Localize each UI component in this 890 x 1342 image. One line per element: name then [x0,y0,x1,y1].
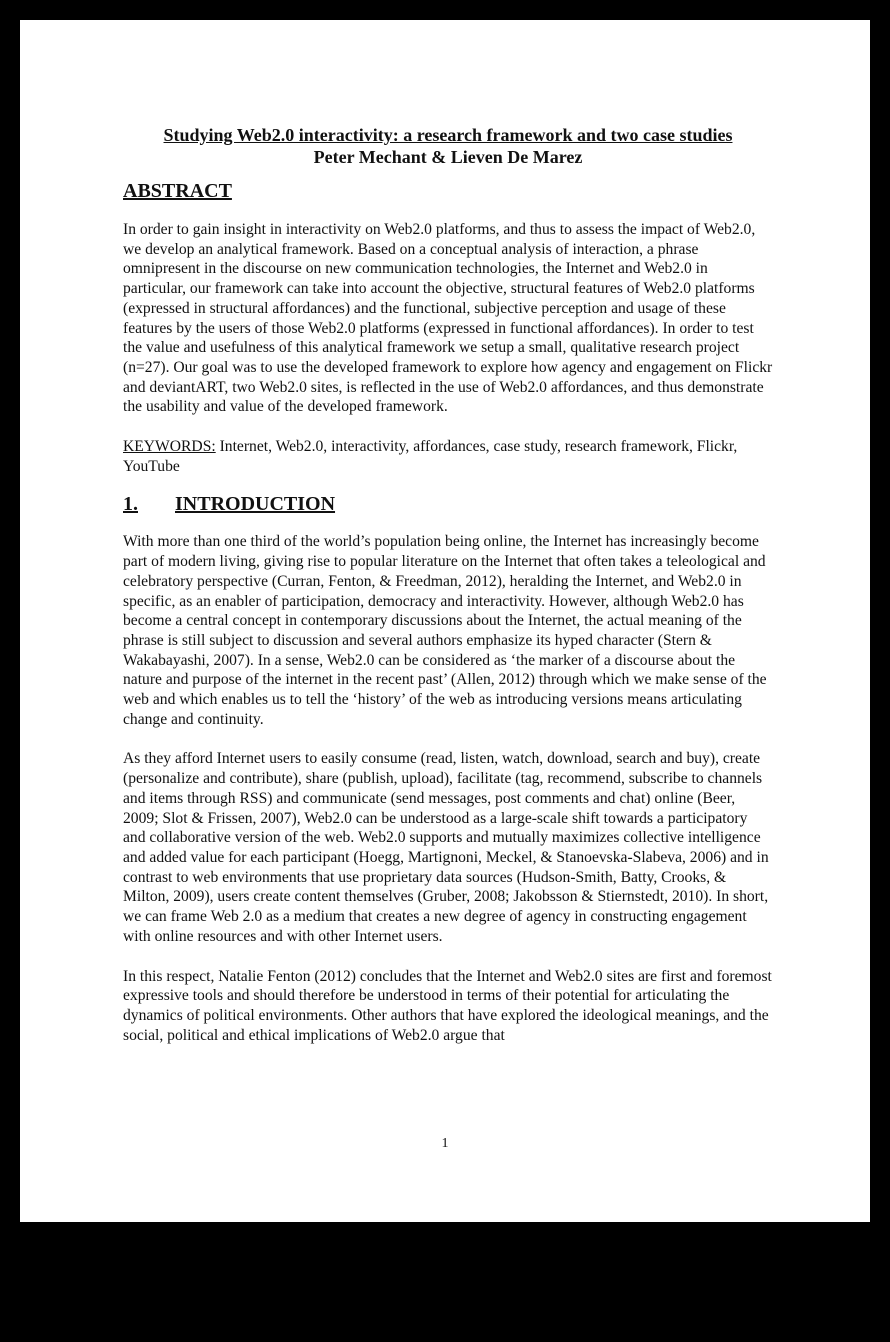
document-page [20,20,870,1222]
intro-paragraph-2: As they afford Internet users to easily consume (read, listen, watch, download, search and buy), create (personalize and contribute), share (publish, upload), facilitate (tag, recommend, subscribe to channels and items through RSS) and communicate (send messages, post comments and chat) online (Beer, 2009; Slot & Frissen, 2007), Web2.0 can be understood as a large-scale shift towards a participatory and collaborative version of the web. Web2.0 supports and mutually maximizes collective intelligence and added value for each participant (Hoegg, Martignoni, Meckel, & Stanoevska-Slabeva, 2006) and in contrast to web environments that use proprietary data sources (Hudson-Smith, Batty, Crooks, & Milton, 2009), users create content themselves (Gruber, 2008; Jakobsson & Stiernstedt, 2010). In short, we can frame Web 2.0 as a medium that creates a new degree of agency in constructing engagement with online resources and with other Internet users. [123,750,769,945]
section-heading-introduction [123,492,773,516]
keywords-label: KEYWORDS: [123,438,216,456]
abstract-heading: ABSTRACT [123,180,232,202]
abstract-text: In order to gain insight in interactivity on Web2.0 platforms, and thus to assess the impact of Web2.0, we develop an analytical framework. Based on a conceptual analysis of interaction, a phrase omnipresent in the discourse on new communication technologies, the Internet and Web2.0 in particular, our framework can take into account the objective, structural features of Web2.0 platforms (expressed in structural affordances) and the functional, subjective perception and usage of these features by the users of those Web2.0 platforms (expressed in functional affordances). In order to test the value and usefulness of this analytical framework we setup a small, qualitative research project (n=27). Our goal was to use the developed framework to explore how agency and engagement on Flickr and deviantART, two Web2.0 sites, is reflected in the use of Web2.0 affordances, and thus demonstrate the usability and value of the developed framework. [123,221,773,416]
paper-title-block [123,124,773,168]
keywords-list: Internet, Web2.0, interactivity, affordances, case study, research framework, Flickr, YouTube [123,438,738,475]
paper-authors: Peter Mechant & Lieven De Marez [313,147,583,167]
section-number: 1. [123,493,138,516]
page-content [123,124,773,1045]
intro-paragraph-1: With more than one third of the world’s population being online, the Internet has increasingly become part of modern living, giving rise to popular literature on the Internet that often takes a teleological and celebratory perspective (Curran, Fenton, & Freedman, 2012), heralding the Internet, and Web2.0 in specific, as an enabler of participation, democracy and interactivity. However, although Web2.0 has become a central concept in contemporary discussions about the Internet, the actual meaning of the phrase is still subject to discussion and several authors emphasize its hyped character (Stern & Wakabayashi, 2007). In a sense, Web2.0 can be considered as ‘the marker of a discourse about the nature and purpose of the internet in the recent past’ (Allen, 2012) through which we make sense of the web and which enables us to tell the ‘history’ of the web as introducing versions means articulating change and continuity. [123,533,767,728]
intro-paragraph-3: In this respect, Natalie Fenton (2012) concludes that the Internet and Web2.0 sites are first and foremost expressive tools and should therefore be understood in terms of their potential for articulating the dynamics of political environments. Other authors that have explored the ideological meanings, and the social, political and ethical implications of Web2.0 argue that [123,967,772,1044]
paper-title: Studying Web2.0 interactivity: a research framework and two case studies [163,125,733,145]
page-number: 1 [441,1136,449,1151]
section-title: INTRODUCTION [175,493,336,516]
keywords-line [123,437,773,476]
